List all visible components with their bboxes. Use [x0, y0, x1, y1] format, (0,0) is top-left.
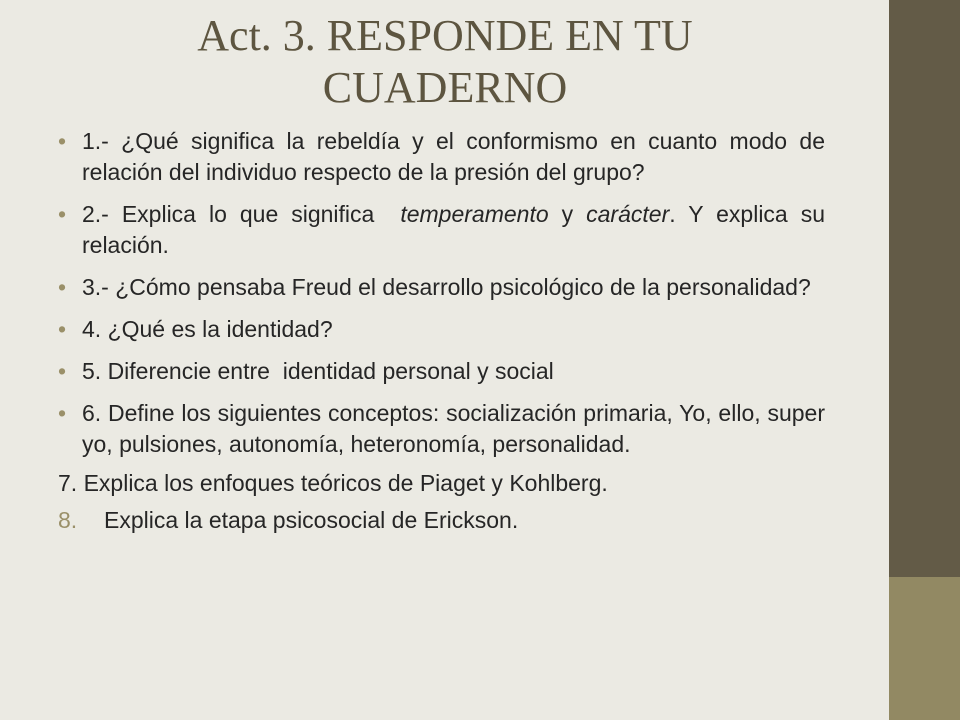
bullet-item-4 [58, 314, 825, 345]
bullet-icon: • [58, 358, 67, 384]
bullet-icon: • [58, 274, 67, 300]
title-line-2: CUADERNO [322, 63, 568, 112]
slide-title [60, 10, 830, 114]
bullet-item-2 [58, 199, 825, 261]
bullet-text: 1.- ¿Qué significa la rebeldía y el conformismo en cuanto modo de relación del individuo respecto de la presión del grupo? [82, 128, 825, 185]
text-segment: . Y explica su relación. [82, 201, 826, 258]
slide-body [58, 126, 825, 536]
text-segment: y [548, 201, 587, 227]
bullet-icon: • [58, 128, 67, 154]
bullet-item-5 [58, 356, 825, 387]
title-line-1: Act. 3. RESPONDE EN TU [197, 11, 693, 60]
bullet-text: 3.- ¿Cómo pensaba Freud el desarrollo psicológico de la personalidad? [82, 274, 811, 300]
emphasis-temperamento: temperamento [400, 201, 549, 227]
sidebar-accent-decoration [889, 577, 960, 720]
bullet-item-1 [58, 126, 825, 188]
numbered-text: Explica la etapa psicosocial de Erickson. [104, 507, 519, 533]
bullet-icon: • [58, 316, 67, 342]
bullet-text: 5. Diferencie entre identidad personal y social [82, 358, 554, 384]
numbered-item-8 [58, 505, 825, 536]
bullet-item-6 [58, 398, 825, 460]
bullet-text [82, 201, 825, 258]
item-number: 8. [58, 507, 78, 533]
bullet-text: 6. Define los siguientes conceptos: socialización primaria, Yo, ello, super yo, pulsiones, autonomía, heteronomía, personalidad. [82, 400, 825, 457]
bullet-icon: • [58, 400, 67, 426]
emphasis-caracter: carácter [586, 201, 670, 227]
bullet-item-3 [58, 272, 825, 303]
bullet-text: 4. ¿Qué es la identidad? [82, 316, 333, 342]
text-segment: 2.- Explica lo que significa [82, 201, 401, 227]
plain-item-7: 7. Explica los enfoques teóricos de Piaget y Kohlberg. [58, 470, 608, 496]
bullet-icon: • [58, 201, 67, 227]
